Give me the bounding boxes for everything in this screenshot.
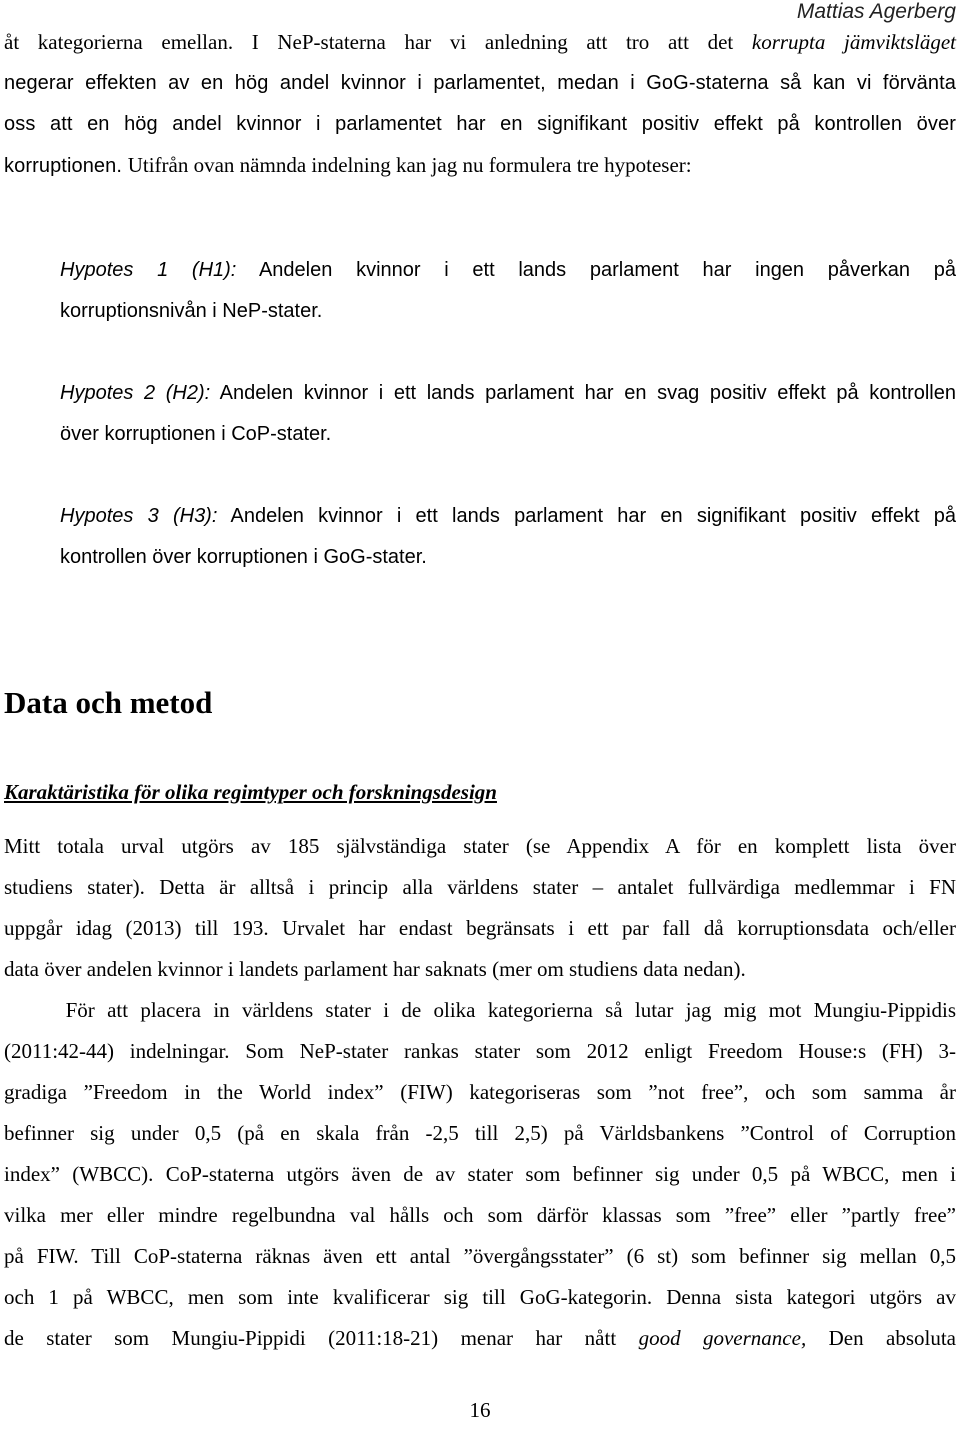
text-line: och 1 på WBCC, men som inte kvalificerar sig till GoG-kategorin. Denna sista kategori utgörs av [4, 1285, 956, 1309]
intro-paragraph [4, 22, 956, 187]
text-line: befinner sig under 0,5 (på en skala från -2,5 till 2,5) på Världsbankens ”Control of Corruption [4, 1121, 956, 1145]
text-line: Hypotes 2 (H2): Andelen kvinnor i ett lands parlament har en svag positiv effekt på kontrollen [60, 382, 956, 404]
hypothesis-3 [60, 496, 956, 578]
text-line: data över andelen kvinnor i landets parlament har saknats (mer om studiens data nedan). [4, 957, 746, 981]
text-line: kontrollen över korruptionen i GoG-stater. [60, 546, 427, 568]
text-line: negerar effekten av en hög andel kvinnor i parlamentet, medan i GoG-staterna så kan vi förvänta [4, 72, 956, 94]
hypothesis-1 [60, 250, 956, 332]
text-line: studiens stater). Detta är alltså i princip alla världens stater – antalet fullvärdiga medlemmar i FN [4, 875, 956, 899]
text-line: över korruptionen i CoP-stater. [60, 423, 332, 445]
running-header-author: Mattias Agerberg [796, 0, 956, 23]
text-line: åt kategorierna emellan. I NeP-staterna har vi anledning att tro att det korrupta jämviktsläget [4, 30, 956, 54]
text-line: korruptionsnivån i NeP-stater. [60, 300, 323, 322]
text-line: gradiga ”Freedom in the World index” (FIW) kategoriseras som ”not free”, och som samma år [4, 1080, 956, 1104]
text-line: oss att en hög andel kvinnor i parlamentet har en signifikant positiv effekt på kontrollen över [4, 113, 956, 135]
hypothesis-2 [60, 373, 956, 455]
body-paragraph-2 [4, 990, 956, 1359]
text-line: de stater som Mungiu-Pippidi (2011:18-21) menar har nått good governance, Den absoluta [4, 1326, 956, 1350]
text-line: (2011:42-44) indelningar. Som NeP-stater rankas stater som 2012 enligt Freedom House:s (FH) 3- [4, 1039, 956, 1063]
section-title: Data och metod [4, 685, 213, 720]
text-line: uppgår idag (2013) till 193. Urvalet har endast begränsats i ett par fall då korruptionsdata och/eller [4, 916, 956, 940]
text-line: vilka mer eller mindre regelbundna val hålls och som därför klassas som ”free” eller ”partly free” [4, 1203, 956, 1227]
text-line: Mitt totala urval utgörs av 185 självständiga stater (se Appendix A för en komplett lista över [4, 834, 956, 858]
text-line: på FIW. Till CoP-staterna räknas även ett antal ”övergångsstater” (6 st) som befinner sig mellan 0,5 [4, 1244, 956, 1268]
text-line: Hypotes 1 (H1): Andelen kvinnor i ett lands parlament har ingen påverkan på [60, 259, 956, 281]
text-line: För att placera in världens stater i de olika kategorierna så lutar jag mig mot Mungiu-Pippidis [4, 998, 956, 1022]
text-line: index” (WBCC). CoP-staterna utgörs även de av stater som befinner sig under 0,5 på WBCC, men i [4, 1162, 956, 1186]
page-number: 16 [469, 1398, 491, 1422]
body-paragraph-1 [4, 826, 956, 990]
subsection-title: Karaktäristika för olika regimtyper och forskningsdesign [4, 780, 497, 804]
text-line: korruptionen. Utifrån ovan nämnda indelning kan jag nu formulera tre hypoteser: [4, 153, 692, 177]
text-line: Hypotes 3 (H3): Andelen kvinnor i ett lands parlament har en signifikant positiv effekt på [60, 505, 956, 527]
